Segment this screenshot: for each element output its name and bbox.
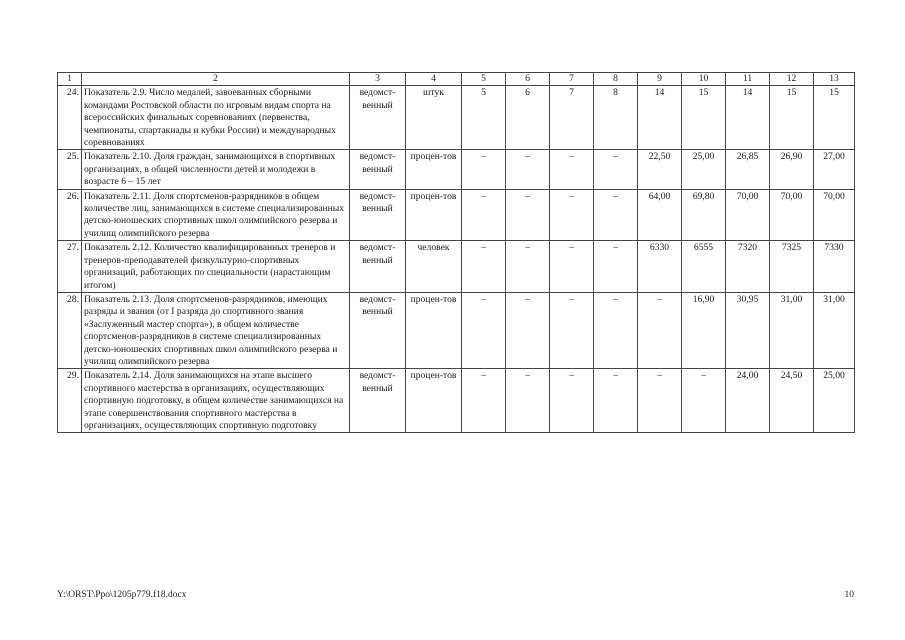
value-cell: 27,00	[814, 150, 855, 189]
value-cell: 31,00	[814, 292, 855, 368]
column-number-cell: 7	[550, 73, 594, 86]
footer-page-number: 10	[844, 590, 854, 600]
value-cell: –	[550, 241, 594, 293]
column-number-cell: 2	[82, 73, 350, 86]
column-number-cell: 6	[506, 73, 550, 86]
value-cell: 14	[638, 86, 682, 150]
column-number-cell: 9	[638, 73, 682, 86]
column-number-cell: 13	[814, 73, 855, 86]
value-cell: 15	[682, 86, 726, 150]
value-cell: –	[682, 369, 726, 433]
column-number-cell: 4	[406, 73, 462, 86]
value-cell: 15	[814, 86, 855, 150]
table-row	[58, 150, 855, 189]
value-cell: 6555	[682, 241, 726, 293]
data-source-cell: ведомст-венный	[350, 86, 406, 150]
value-cell: 25,00	[814, 369, 855, 433]
value-cell: –	[462, 292, 506, 368]
row-number-cell: 28.	[58, 292, 82, 368]
unit-cell: процен-тов	[406, 150, 462, 189]
value-cell: 24,00	[726, 369, 770, 433]
table-row	[58, 292, 855, 368]
value-cell: –	[462, 150, 506, 189]
column-number-cell: 11	[726, 73, 770, 86]
column-number-cell: 10	[682, 73, 726, 86]
value-cell: 22,50	[638, 150, 682, 189]
indicator-name-cell: Показатель 2.11. Доля спортсменов-разрядников в общем количестве лиц, занимающихся в системе специализированных детско-юношеских спортивных школ олимпийского резерва и училищ олимпийского резерва	[82, 189, 350, 241]
value-cell: –	[550, 150, 594, 189]
table-row	[58, 86, 855, 150]
row-number-cell: 24.	[58, 86, 82, 150]
column-number-cell: 1	[58, 73, 82, 86]
value-cell: 14	[726, 86, 770, 150]
data-source-cell: ведомст-венный	[350, 241, 406, 293]
value-cell: 64,00	[638, 189, 682, 241]
value-cell: 7325	[770, 241, 814, 293]
value-cell: 7320	[726, 241, 770, 293]
unit-cell: процен-тов	[406, 292, 462, 368]
indicator-name-cell: Показатель 2.13. Доля спортсменов-разрядников, имеющих разряды и звания (от I разряда до спортивного звания «Заслуженный мастер спорта»), в общем количестве спортсменов-разрядников в системе специализированных детско-юношеских спортивных школ олимпийского резерва и училищ олимпийского резерва	[82, 292, 350, 368]
value-cell: –	[594, 369, 638, 433]
indicator-name-cell: Показатель 2.12. Количество квалифицированных тренеров и тренеров-преподавателей физкультурно-спортивных организаций, работающих по специальности (нарастающим итогом)	[82, 241, 350, 293]
row-number-cell: 27.	[58, 241, 82, 293]
value-cell: –	[594, 292, 638, 368]
data-source-cell: ведомст-венный	[350, 189, 406, 241]
value-cell: 6330	[638, 241, 682, 293]
unit-cell: штук	[406, 86, 462, 150]
indicator-name-cell: Показатель 2.9. Число медалей, завоеванных сборными командами Ростовской области по игровым видам спорта на всероссийских финальных соревнованиях (первенства, чемпионаты, спартакиады и кубки России) и международных соревнованиях	[82, 86, 350, 150]
row-number-cell: 26.	[58, 189, 82, 241]
data-source-cell: ведомст-венный	[350, 369, 406, 433]
value-cell: 26,85	[726, 150, 770, 189]
indicator-name-cell: Показатель 2.14. Доля занимающихся на этапе высшего спортивного мастерства в организациях, осуществляющих спортивную подготовку, в общем количестве занимающихся на этапе совершенствования спортивного мастерства в организациях, осуществляющих спортивную подготовку	[82, 369, 350, 433]
row-number-cell: 25.	[58, 150, 82, 189]
value-cell: 25,00	[682, 150, 726, 189]
table-row	[58, 241, 855, 293]
unit-cell: процен-тов	[406, 189, 462, 241]
value-cell: 70,00	[770, 189, 814, 241]
value-cell: –	[550, 369, 594, 433]
value-cell: 70,00	[814, 189, 855, 241]
table-row	[58, 369, 855, 433]
value-cell: –	[506, 369, 550, 433]
value-cell: 7330	[814, 241, 855, 293]
value-cell: –	[506, 150, 550, 189]
value-cell: 8	[594, 86, 638, 150]
table-row	[58, 189, 855, 241]
value-cell: –	[550, 292, 594, 368]
value-cell: –	[550, 189, 594, 241]
value-cell: –	[594, 150, 638, 189]
column-number-cell: 8	[594, 73, 638, 86]
value-cell: –	[594, 241, 638, 293]
value-cell: –	[506, 292, 550, 368]
value-cell: 24,50	[770, 369, 814, 433]
value-cell: 69,80	[682, 189, 726, 241]
value-cell: 30,95	[726, 292, 770, 368]
value-cell: 15	[770, 86, 814, 150]
unit-cell: процен-тов	[406, 369, 462, 433]
column-number-cell: 5	[462, 73, 506, 86]
unit-cell: человек	[406, 241, 462, 293]
value-cell: –	[462, 241, 506, 293]
data-source-cell: ведомст-венный	[350, 150, 406, 189]
value-cell: –	[462, 189, 506, 241]
indicator-table	[57, 72, 855, 433]
row-number-cell: 29.	[58, 369, 82, 433]
value-cell: –	[638, 369, 682, 433]
data-source-cell: ведомст-венный	[350, 292, 406, 368]
value-cell: 31,00	[770, 292, 814, 368]
value-cell: –	[506, 241, 550, 293]
value-cell: 6	[506, 86, 550, 150]
value-cell: 26,90	[770, 150, 814, 189]
value-cell: 70,00	[726, 189, 770, 241]
value-cell: –	[594, 189, 638, 241]
value-cell: –	[638, 292, 682, 368]
value-cell: 5	[462, 86, 506, 150]
column-number-cell: 12	[770, 73, 814, 86]
column-number-cell: 3	[350, 73, 406, 86]
footer-file-path: Y:\ORST\Ppo\1205p779.f18.docx	[57, 590, 187, 600]
indicator-name-cell: Показатель 2.10. Доля граждан, занимающихся в спортивных организациях, в общей численности детей и молодежи в возрасте 6 – 15 лет	[82, 150, 350, 189]
value-cell: 16,90	[682, 292, 726, 368]
value-cell: –	[462, 369, 506, 433]
column-number-row	[58, 73, 855, 86]
value-cell: 7	[550, 86, 594, 150]
value-cell: –	[506, 189, 550, 241]
